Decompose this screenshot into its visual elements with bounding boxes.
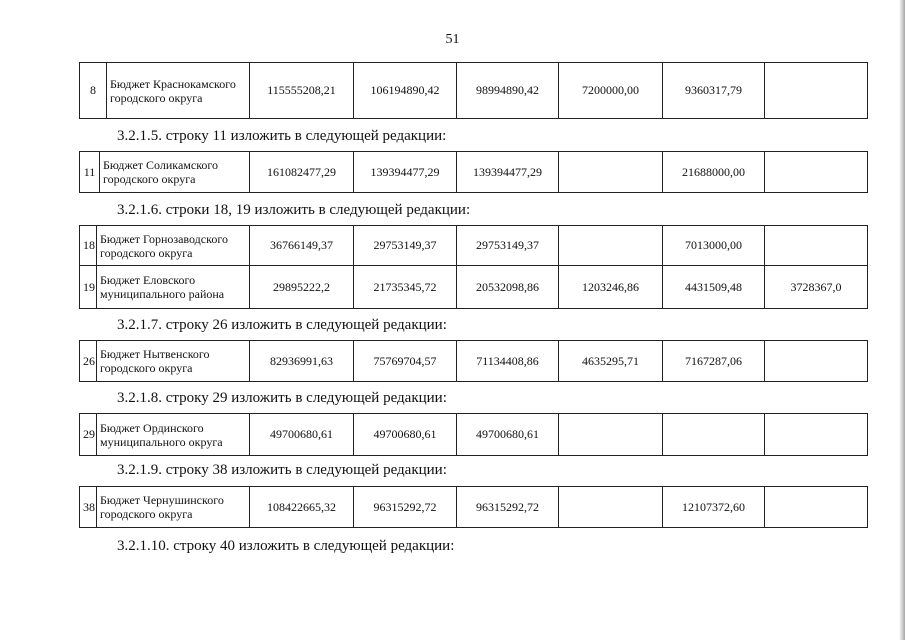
instruction-text: 3.2.1.9. строку 38 изложить в следующей редакции: [117, 462, 447, 478]
value-cell: 96315292,72 [354, 487, 457, 528]
table-row [80, 63, 868, 119]
budget-name: Бюджет Чернушинского городского округа [97, 487, 250, 528]
value-cell [559, 414, 663, 456]
budget-table-rows-18-19 [79, 225, 868, 309]
value-cell [765, 414, 868, 456]
row-number: 38 [80, 487, 97, 528]
value-cell: 49700680,61 [354, 414, 457, 456]
value-cell [663, 414, 765, 456]
value-cell: 29895222,2 [250, 266, 354, 309]
value-cell: 139394477,29 [457, 152, 559, 193]
value-cell [559, 487, 663, 528]
table-row [80, 226, 868, 266]
value-cell: 29753149,37 [354, 226, 457, 266]
value-cell: 3728367,0 [765, 266, 868, 309]
value-cell [765, 63, 868, 119]
value-cell [765, 226, 868, 266]
value-cell: 82936991,63 [250, 341, 354, 382]
value-cell: 7200000,00 [559, 63, 663, 119]
instruction-text: 3.2.1.8. строку 29 изложить в следующей редакции: [117, 390, 447, 406]
budget-name: Бюджет Ординского муниципального округа [97, 414, 250, 456]
row-number: 26 [80, 341, 97, 382]
value-cell [765, 341, 868, 382]
budget-name: Бюджет Нытвенского городского округа [97, 341, 250, 382]
value-cell: 71134408,86 [457, 341, 559, 382]
value-cell: 108422665,32 [250, 487, 354, 528]
value-cell: 21735345,72 [354, 266, 457, 309]
instruction-text: 3.2.1.6. строки 18, 19 изложить в следующей редакции: [117, 202, 471, 218]
value-cell [765, 152, 868, 193]
budget-name: Бюджет Еловского муниципального района [97, 266, 250, 309]
value-cell: 139394477,29 [354, 152, 457, 193]
value-cell: 161082477,29 [250, 152, 354, 193]
row-number: 11 [80, 152, 100, 193]
row-number: 18 [80, 226, 97, 266]
value-cell: 20532098,86 [457, 266, 559, 309]
table-row [80, 266, 868, 309]
value-cell: 115555208,21 [250, 63, 354, 119]
table-row [80, 341, 868, 382]
value-cell: 96315292,72 [457, 487, 559, 528]
value-cell: 9360317,79 [663, 63, 765, 119]
budget-name: Бюджет Краснокамского городского округа [107, 63, 250, 119]
instruction-text: 3.2.1.10. строку 40 изложить в следующей редакции: [117, 538, 455, 554]
value-cell: 75769704,57 [354, 341, 457, 382]
row-number: 19 [80, 266, 97, 309]
value-cell [765, 487, 868, 528]
instruction-text: 3.2.1.7. строку 26 изложить в следующей редакции: [117, 317, 447, 333]
budget-table-row-29 [79, 413, 868, 456]
value-cell: 1203246,86 [559, 266, 663, 309]
budget-table-row-38 [79, 486, 868, 528]
instruction-text: 3.2.1.5. строку 11 изложить в следующей редакции: [117, 128, 447, 144]
value-cell: 12107372,60 [663, 487, 765, 528]
table-row [80, 414, 868, 456]
value-cell: 4635295,71 [559, 341, 663, 382]
value-cell: 29753149,37 [457, 226, 559, 266]
budget-table-row-26 [79, 340, 868, 382]
value-cell: 21688000,00 [663, 152, 765, 193]
value-cell: 36766149,37 [250, 226, 354, 266]
budget-table-row-8 [79, 62, 868, 119]
row-number: 29 [80, 414, 97, 456]
value-cell: 98994890,42 [457, 63, 559, 119]
row-number: 8 [80, 63, 107, 119]
value-cell: 49700680,61 [250, 414, 354, 456]
table-row [80, 152, 868, 193]
value-cell: 7013000,00 [663, 226, 765, 266]
value-cell: 106194890,42 [354, 63, 457, 119]
value-cell: 49700680,61 [457, 414, 559, 456]
budget-table-row-11 [79, 151, 868, 193]
table-row [80, 487, 868, 528]
value-cell: 4431509,48 [663, 266, 765, 309]
page-number: 51 [445, 32, 460, 47]
budget-name: Бюджет Горнозаводского городского округа [97, 226, 250, 266]
value-cell [559, 152, 663, 193]
value-cell: 7167287,06 [663, 341, 765, 382]
budget-name: Бюджет Соликамского городского округа [100, 152, 250, 193]
value-cell [559, 226, 663, 266]
scan-edge-shadow [899, 0, 905, 640]
